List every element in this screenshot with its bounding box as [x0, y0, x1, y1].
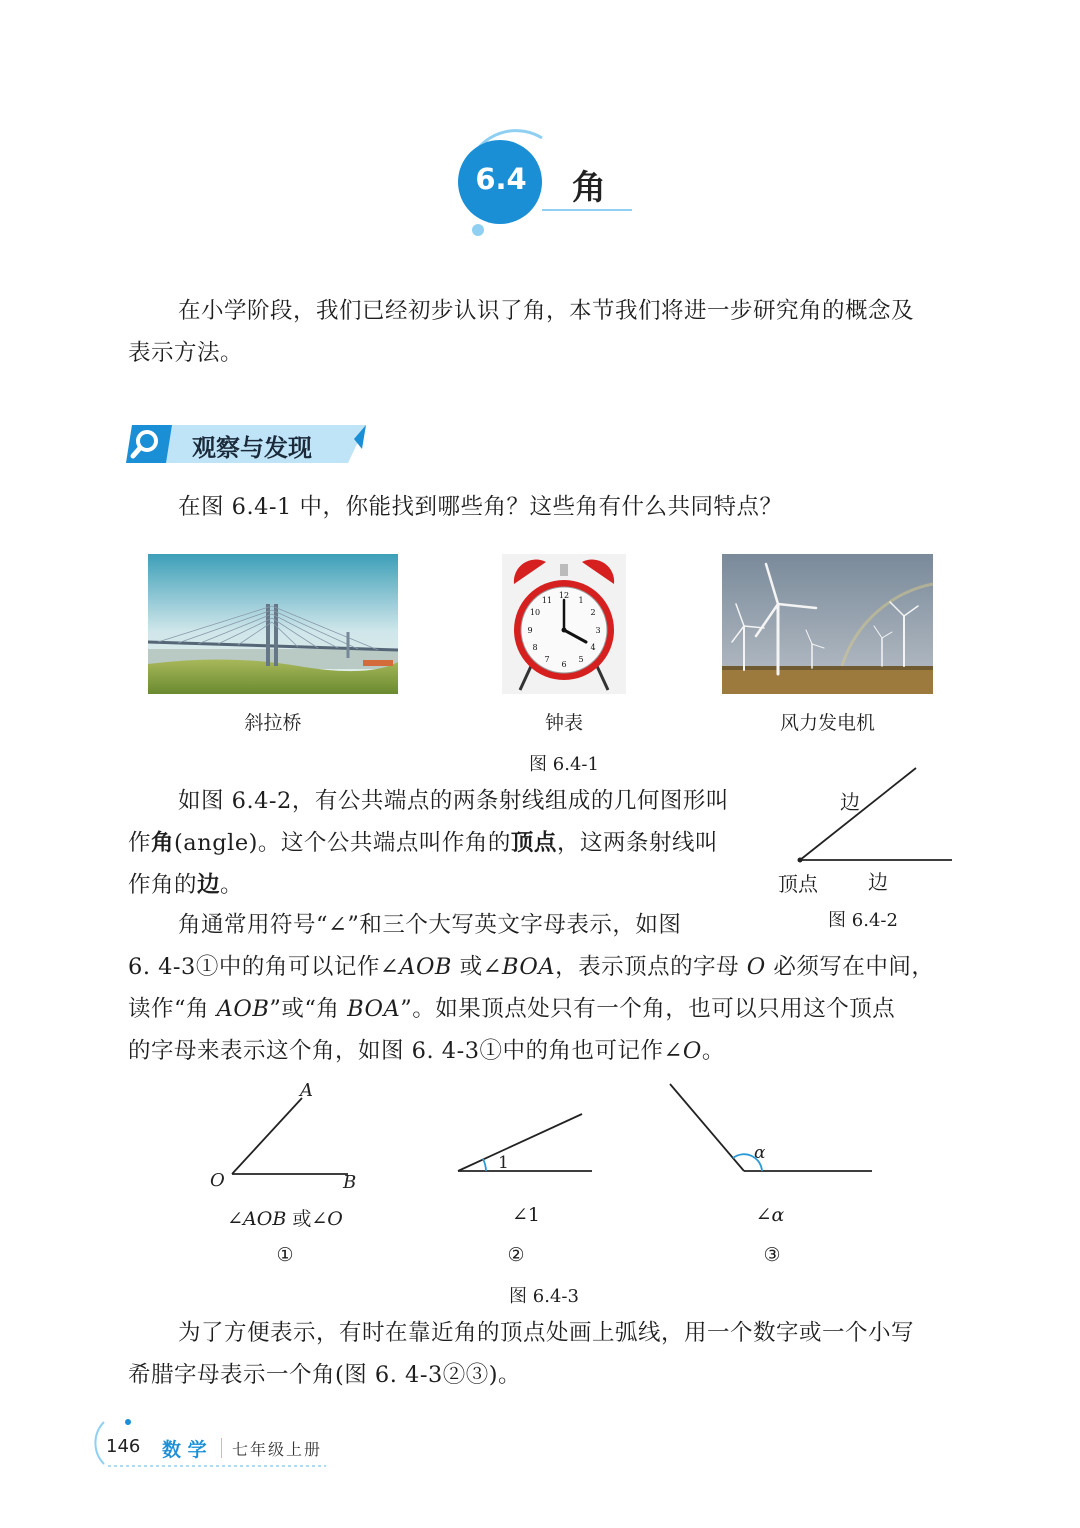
- intro-line-2: 表示方法。: [128, 340, 244, 366]
- label-vertex: 顶点: [778, 872, 818, 896]
- angle-diagram-aob: [200, 1080, 360, 1193]
- wind-turbine-photo: [722, 554, 933, 694]
- section-number: 6.4: [475, 162, 527, 196]
- svg-text:7: 7: [544, 655, 550, 664]
- notation-paragraph: 角通常用符号“∠”和三个大写英文字母表示，如图 6. 4-3①中的角可以记作∠AOB 或∠BOA，表示顶点的字母 O 必须写在中间， 读作“角 AOB”或“角 BOA”。如果顶点处只有一个角，也可以只用这个顶点 的字母来表示这个角，如图 6. 4-3①中的角也可记作∠O。: [128, 912, 935, 1064]
- definition-paragraph: 如图 6.4-2，有公共端点的两条射线组成的几何图形叫 作角(angle)。这个公共端点叫作角的顶点，这两条射线叫 作角的边。: [128, 788, 729, 898]
- figure-caption-6-4-1: 图 6.4-1: [529, 754, 599, 775]
- diagram-index-3: ③: [763, 1244, 781, 1266]
- label-1: 1: [498, 1153, 509, 1173]
- svg-text:2: 2: [590, 608, 596, 617]
- section-title: 角: [572, 168, 606, 208]
- label-b: B: [343, 1172, 357, 1193]
- figure-caption-6-4-3: 图 6.4-3: [509, 1286, 579, 1307]
- svg-text:4: 4: [590, 643, 596, 652]
- diagram-caption-2: ∠1: [511, 1204, 540, 1226]
- label-alpha: α: [754, 1143, 766, 1163]
- svg-text:5: 5: [578, 655, 584, 664]
- svg-text:9: 9: [527, 626, 533, 635]
- diagram-caption-1: ∠AOB 或∠O: [227, 1208, 343, 1230]
- angle-diagram-6-4-2: [780, 762, 980, 872]
- photo-caption-clock: 钟表: [544, 712, 583, 734]
- footer-book: 七年级上册: [232, 1440, 323, 1459]
- term-vertex: 顶点: [510, 830, 557, 856]
- diagram-index-2: ②: [507, 1244, 525, 1266]
- term-angle: 角: [151, 830, 175, 856]
- page-number: 146: [106, 1436, 141, 1457]
- diagram-caption-3: ∠α: [755, 1204, 785, 1226]
- svg-text:6: 6: [561, 660, 567, 669]
- closing-paragraph: 为了方便表示，有时在靠近角的顶点处画上弧线，用一个数字或一个小写 希腊字母表示一个角(图 6. 4-3②③)。: [128, 1320, 915, 1388]
- observe-label: 观察与发现: [192, 434, 312, 462]
- photo-caption-bridge: 斜拉桥: [244, 712, 302, 734]
- observe-question: 在图 6.4-1 中，你能找到哪些角？这些角有什么共同特点？: [178, 494, 783, 520]
- label-a: A: [300, 1080, 313, 1101]
- label-edge-top: 边: [840, 790, 860, 814]
- magnifier-icon: [130, 427, 164, 461]
- diagram-index-1: ①: [276, 1244, 294, 1266]
- svg-text:12: 12: [558, 591, 570, 600]
- svg-text:8: 8: [532, 643, 538, 652]
- angle-diagram-alpha: [664, 1080, 884, 1180]
- svg-text:1: 1: [578, 596, 584, 605]
- svg-text:10: 10: [529, 608, 541, 617]
- svg-text:11: 11: [541, 596, 553, 605]
- svg-text:3: 3: [595, 626, 601, 635]
- footer-subject: 数 学: [162, 1439, 207, 1461]
- label-edge-bottom: 边: [868, 870, 888, 894]
- angle-arc: [483, 1159, 486, 1171]
- footer-divider: [221, 1438, 222, 1458]
- alarm-clock-photo: [502, 554, 626, 694]
- figure-caption-6-4-2: 图 6.4-2: [828, 910, 898, 931]
- intro-line-1: 在小学阶段，我们已经初步认识了角，本节我们将进一步研究角的概念及: [178, 298, 915, 324]
- angle-diagram-1: [452, 1108, 602, 1188]
- intro-paragraph: [128, 290, 914, 374]
- term-side: 边: [197, 872, 221, 898]
- label-o: O: [210, 1170, 225, 1191]
- cable-bridge-photo: [148, 554, 398, 694]
- photo-caption-turbine: 风力发电机: [779, 712, 875, 734]
